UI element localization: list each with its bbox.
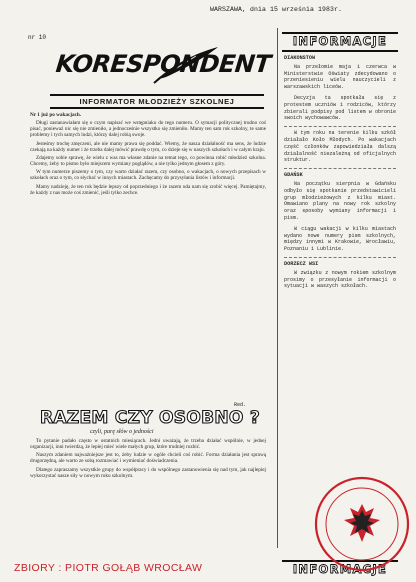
article-paragraph: Długi zastanawiałam się o czym napisać we wstępniaku do tego numeru. O sytuacji politycznej trudno coś pisać, ponieważ nic się nie zmieniło, a jednocześnie wszystko się zmieniło. Mamy ten sam rok szkolny, te same problemy i tych samych ludzi, którzy dalej robią swoje. (30, 120, 266, 139)
collection-watermark: ZBIORY : PIOTR GOŁĄB WROCŁAW (14, 562, 203, 574)
masthead (36, 42, 272, 88)
sidebar-footer-label: INFORMACJE (292, 562, 388, 576)
sidebar-section-label: DORZECZ WSI (284, 260, 319, 267)
article-title-text: RAZEM CZY OSOBNO ? (40, 408, 261, 428)
sidebar-paragraph: W związku z nowym rokiem szkolnym prosimy o przesyłanie informacji o sytuacji w waszych szkołach. (284, 269, 396, 290)
sidebar-paragraph: Na przełomie maja i czerwca w Ministerstwie Oświaty zdecydowano o przeniesieniu wielu nauczycieli z warszawskich liceów. (284, 63, 396, 91)
issue-number: nr 10 (28, 34, 47, 41)
article-title (40, 408, 266, 428)
sidebar-paragraph: W ciągu wakacji w kilku miastach wydano nowe numery pism szkolnych, między innymi w Krakowie, Wrocławiu, Poznaniu i Lublinie. (284, 225, 396, 253)
archive-stamp-emblem (312, 474, 412, 574)
sidebar-paragraph: Decyzja ta spotkała się z protestem uczniów i rodziców, którzy zbierali podpisy pod listem w obronie swoich wychowawców. (284, 94, 396, 122)
article-paragraph: Mamy nadzieję, że ten rok będzie lepszy od poprzedniego i że razem uda nam się zrobić więcej. Pamiętajmy, że każdy z nas może coś zmienić, jeśli tylko zechce. (30, 183, 266, 196)
column-divider (277, 28, 278, 548)
sidebar-paragraph: W tym roku na terenie kilku szkół działało Koło Młodych. Po wakacjach część członków zapowiedziała dalszą działalność niezależną od oficjalnych struktur. (284, 130, 396, 164)
masthead-subtitle: INFORMATOR MŁODZIEŻY SZKOLNEJ (50, 94, 264, 109)
second-article (30, 438, 266, 550)
section-divider (284, 126, 396, 127)
article-signature: Red. (234, 402, 247, 408)
article-subtitle: czyli, parę słów o jedności (90, 429, 154, 435)
sidebar-paragraph: Na początku sierpnia w Gdańsku odbyło się spotkanie przedstawicieli grup młodzieżowych z kilku miast. Omawiano plany na nowy rok szkolny oraz sposoby wymiany informacji i pism. (284, 180, 396, 221)
article-paragraph: Zdajemy sobie sprawę, że wielu z was ma własne zdanie na temat tego, co powinna robić młodzież szkolna. Chcemy, żeby to pismo było miejscem wymiany poglądów, a nie tylko jednym głosem z góry. (30, 154, 266, 168)
sidebar-section-label: GDAŃSK (284, 172, 303, 179)
main-article (30, 112, 266, 400)
article-paragraph: Nr 1 już po wakacjach. (30, 112, 82, 118)
article-paragraph: To pytanie padało często w ostatnich miesiącach. Jedni uważają, że trzeba działać wspólnie, w jednej organizacji, inni twierdzą, że lepiej mieć wiele małych grup, które trudniej rozbić. (30, 438, 266, 451)
article-paragraph: Jesteśmy trochę zmęczeni, ale nie mamy prawa się poddać. Wiemy, że nasza działalność ma sens, że ludzie czekają na każdy numer i że trzeba dalej mówić prawdę o tym, co dzieje się w naszych szkołach i w całym kraju. (30, 140, 266, 153)
article-paragraph: W tym numerze piszemy o tym, czy warto działać razem, czy osobno, o wakacjach, o nowych przepisach w szkołach oraz o tym, co słychać w innych miastach. Zachęcamy do przysyłania listów i informacji. (30, 169, 266, 182)
article-paragraph: Naszym zdaniem najważniejsze jest to, żeby ludzie w ogóle chcieli coś robić. Forma działania jest sprawą drugorzędną, ale warto ze sobą rozmawiać i wymieniać doświadczenia. (30, 452, 266, 465)
dateline: WARSZAWA, dnia 15 września 1983r. (210, 6, 343, 13)
article-paragraph: Dlatego zapraszamy wszystkie grupy do współpracy i do wspólnego zastanowienia się nad tym, jak najlepiej wykorzystać nasze siły w nowym roku szkolnym. (30, 466, 266, 479)
sidebar-header-label: INFORMACJE (292, 34, 388, 48)
masthead-title: KORESPONDENT (54, 50, 272, 78)
section-divider (284, 257, 396, 258)
section-divider (284, 168, 396, 169)
sidebar-section-label: DIAKONSTOW (284, 55, 316, 61)
sidebar-header (282, 32, 398, 52)
